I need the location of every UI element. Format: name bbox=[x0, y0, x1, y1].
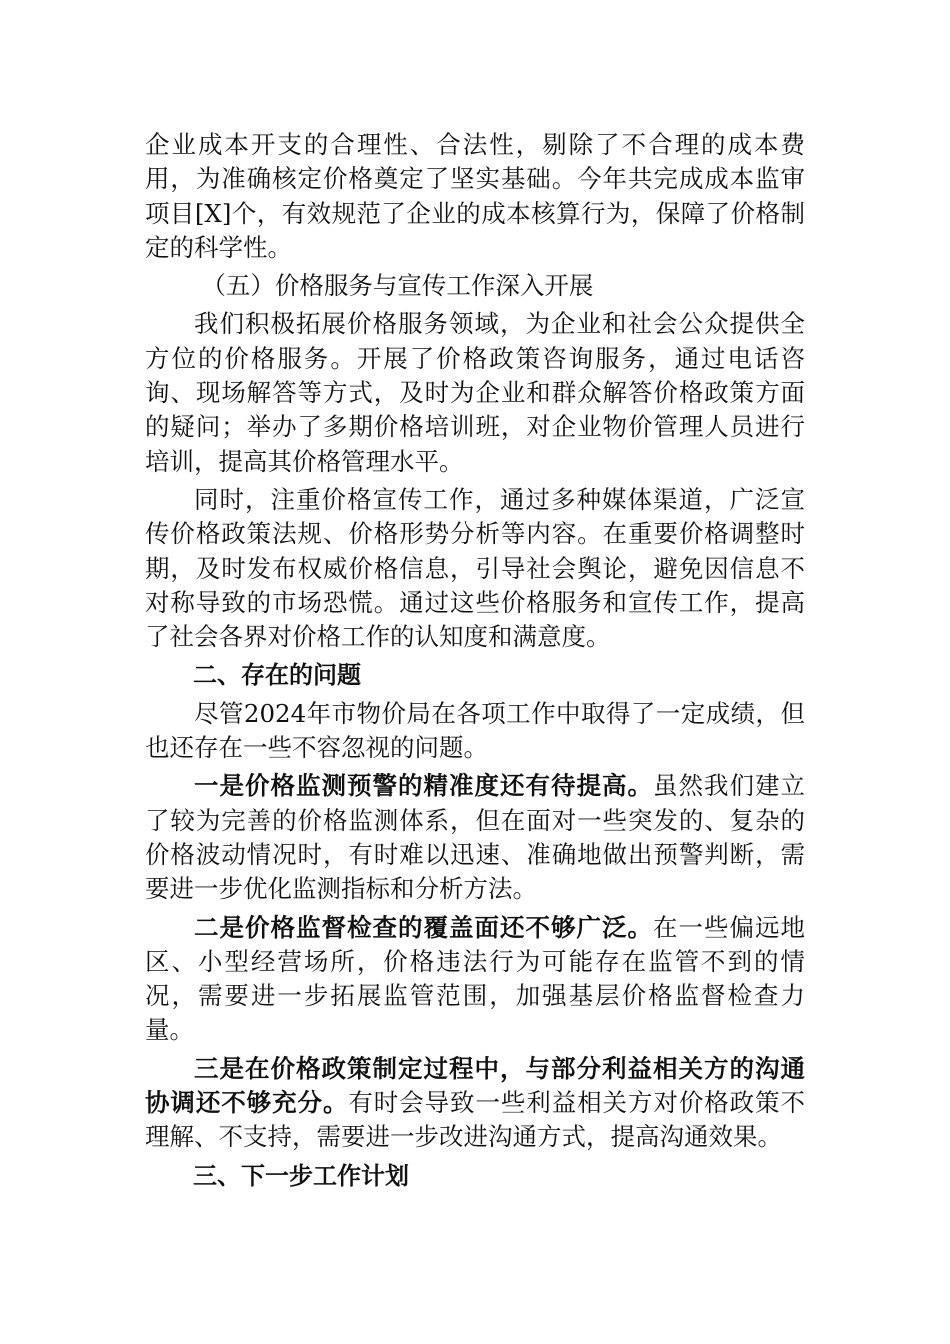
paragraph-price-publicity: 同时，注重价格宣传工作，通过多种媒体渠道，广泛宣传价格政策法规、价格形势分析等内容。在重要价格调整时期，及时发布权威价格信息，引导社会舆论，避免因信息不对称导致的市场恐慌。通过这些价格服务和宣传工作，提高了社会各界对价格工作的认知度和满意度。 bbox=[145, 484, 805, 652]
problem-three-text: 有时会导致一些利益相关方对价格政策不理解、不支持，需要进一步改进沟通方式，提高沟通效果。 bbox=[145, 1088, 805, 1152]
subheading-price-service: （五）价格服务与宣传工作深入开展 bbox=[201, 271, 594, 301]
document-page bbox=[145, 128, 805, 1193]
problem-three-lead: 三是在价格政策制定过程中，与部分利益相关方的沟通协调还不够充分。 bbox=[145, 1053, 805, 1118]
paragraph-problem-three bbox=[145, 1052, 805, 1155]
paragraph-problem-one bbox=[145, 769, 805, 906]
section-heading-next-plan: 三、下一步工作计划 bbox=[193, 1161, 409, 1190]
paragraph-problems-intro: 尽管2024年市物价局在各项工作中取得了一定成绩，但也还存在一些不容忽视的问题。 bbox=[145, 698, 805, 763]
problem-two-text: 在一些偏远地区、小型经营场所，价格违法行为可能存在监管不到的情况，需要进一步拓展监管范围，加强基层价格监督检查力量。 bbox=[145, 912, 805, 1045]
paragraph-price-service: 我们积极拓展价格服务领域，为企业和社会公众提供全方位的价格服务。开展了价格政策咨询服务，通过电话咨询、现场解答等方式，及时为企业和群众解答价格政策方面的疑问；举办了多期价格培训班，对企业物价管理人员进行培训，提高其价格管理水平。 bbox=[145, 309, 805, 476]
paragraph-problem-two bbox=[145, 911, 805, 1048]
problem-two-lead: 二是价格监督检查的覆盖面还不够广泛。 bbox=[194, 912, 653, 942]
section-heading-problems: 二、存在的问题 bbox=[193, 661, 361, 690]
problem-one-lead: 一是价格监测预警的精准度还有待提高。 bbox=[194, 771, 653, 801]
problem-one-text: 虽然我们建立了较为完善的价格监测体系，但在面对一些突发的、复杂的价格波动情况时，有时难以迅速、准确地做出预警判断，需要进一步优化监测指标和分析方法。 bbox=[145, 771, 805, 904]
paragraph-cost-audit: 企业成本开支的合理性、合法性，剔除了不合理的成本费用，为准确核定价格奠定了坚实基础。今年共完成成本监审项目[X]个，有效规范了企业的成本核算行为，保障了价格制定的科学性。 bbox=[145, 130, 805, 262]
